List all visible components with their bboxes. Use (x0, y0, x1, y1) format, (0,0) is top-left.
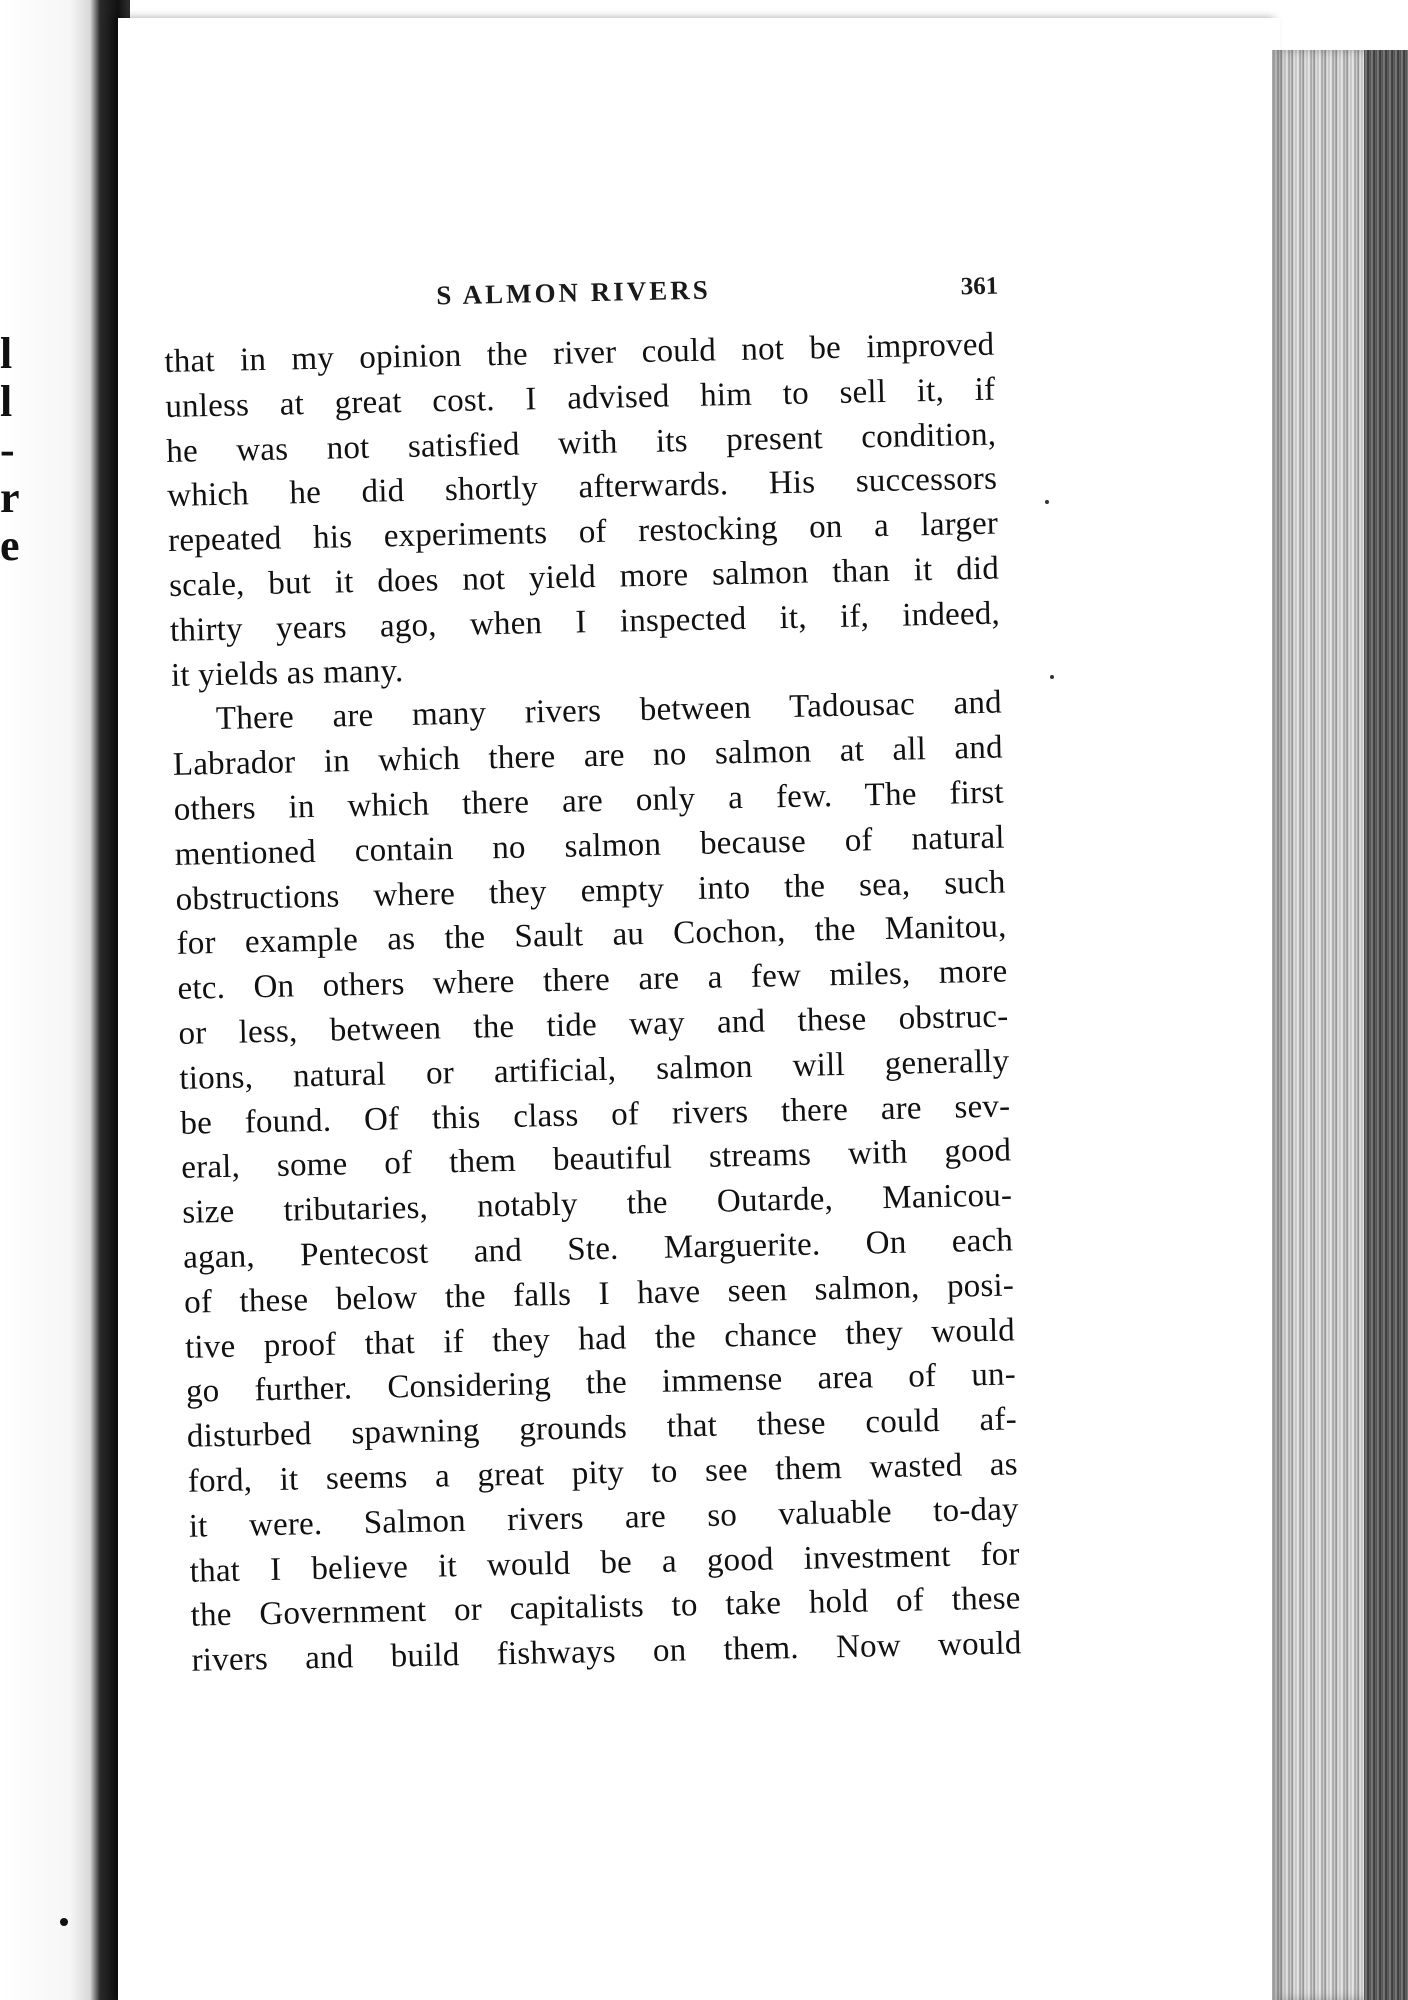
text-line: that in my opinion the river could not be improved (164, 326, 995, 380)
text-line: disturbed spawning grounds that these could af- (186, 1401, 1018, 1455)
text-line: it were. Salmon rivers are so valuable to-day (188, 1491, 1020, 1545)
text-line: size tributaries, notably the Outarde, Manicou- (181, 1177, 1013, 1231)
running-head: S ALMON RIVERS (435, 274, 712, 311)
text-line: that I believe it would be a good investment for (189, 1535, 1020, 1590)
text-line: or less, between the tide way and these obstruc- (178, 998, 1009, 1052)
text-line: Labrador in which there are no salmon at all and (172, 729, 1004, 784)
text-line: etc. On others where there are a few miles, more (177, 953, 1008, 1008)
fragment: l (0, 378, 13, 426)
fragment: - (0, 426, 15, 474)
text-line: ford, it seems a great pity to see them wasted as (187, 1446, 1019, 1500)
text-line: There are many rivers between Tadousac and (215, 684, 1003, 738)
text-line: obstructions where they empty into the sea, such (175, 864, 1006, 918)
text-line: it yields as many. (170, 652, 404, 694)
scan-speck (60, 1918, 68, 1926)
text-line: agan, Pentecost and Ste. Marguerite. On each (182, 1222, 1014, 1276)
text-line: he was not satisfied with its present condition, (165, 416, 997, 470)
adjacent-page-text-fragments (0, 330, 20, 570)
scan-speck (1050, 675, 1054, 679)
text-line: others in which there are only a few. The first (173, 774, 1005, 828)
body-text (164, 323, 1022, 1684)
fragment: r (0, 474, 20, 522)
text-line: which he did shortly afterwards. His successors (166, 460, 998, 515)
fragment: l (0, 330, 13, 378)
text-line: scale, but it does not yield more salmon than it did (168, 550, 1000, 604)
text-line: be found. Of this class of rivers there are sev- (180, 1087, 1011, 1142)
page-number: 361 (960, 272, 999, 301)
text-line: repeated his experiments of restocking on a larger (167, 505, 999, 560)
text-line: go further. Considering the immense area of un- (185, 1356, 1017, 1411)
text-line: tions, natural or artificial, salmon will generally (179, 1043, 1010, 1097)
text-line: rivers and build fishways on them. Now would (191, 1625, 1022, 1679)
text-line: for example as the Sault au Cochon, the Manitou, (176, 908, 1007, 963)
scan-speck (1045, 500, 1049, 504)
text-line: unless at great cost. I advised him to sell it, if (165, 371, 996, 425)
fragment: e (0, 522, 20, 570)
adjacent-page-edge (0, 0, 130, 2000)
text-line: eral, some of them beautiful streams with good (180, 1132, 1012, 1187)
text-line: of these below the falls I have seen salmon, posi- (183, 1267, 1015, 1321)
page-stack-edges (1272, 50, 1408, 2000)
text-line: thirty years ago, when I inspected it, if, indeed, (169, 595, 1001, 649)
text-line: the Government or capitalists to take hold of these (190, 1580, 1021, 1635)
text-line: mentioned contain no salmon because of natural (174, 819, 1005, 873)
text-line: tive proof that if they had the chance they would (184, 1311, 1016, 1366)
